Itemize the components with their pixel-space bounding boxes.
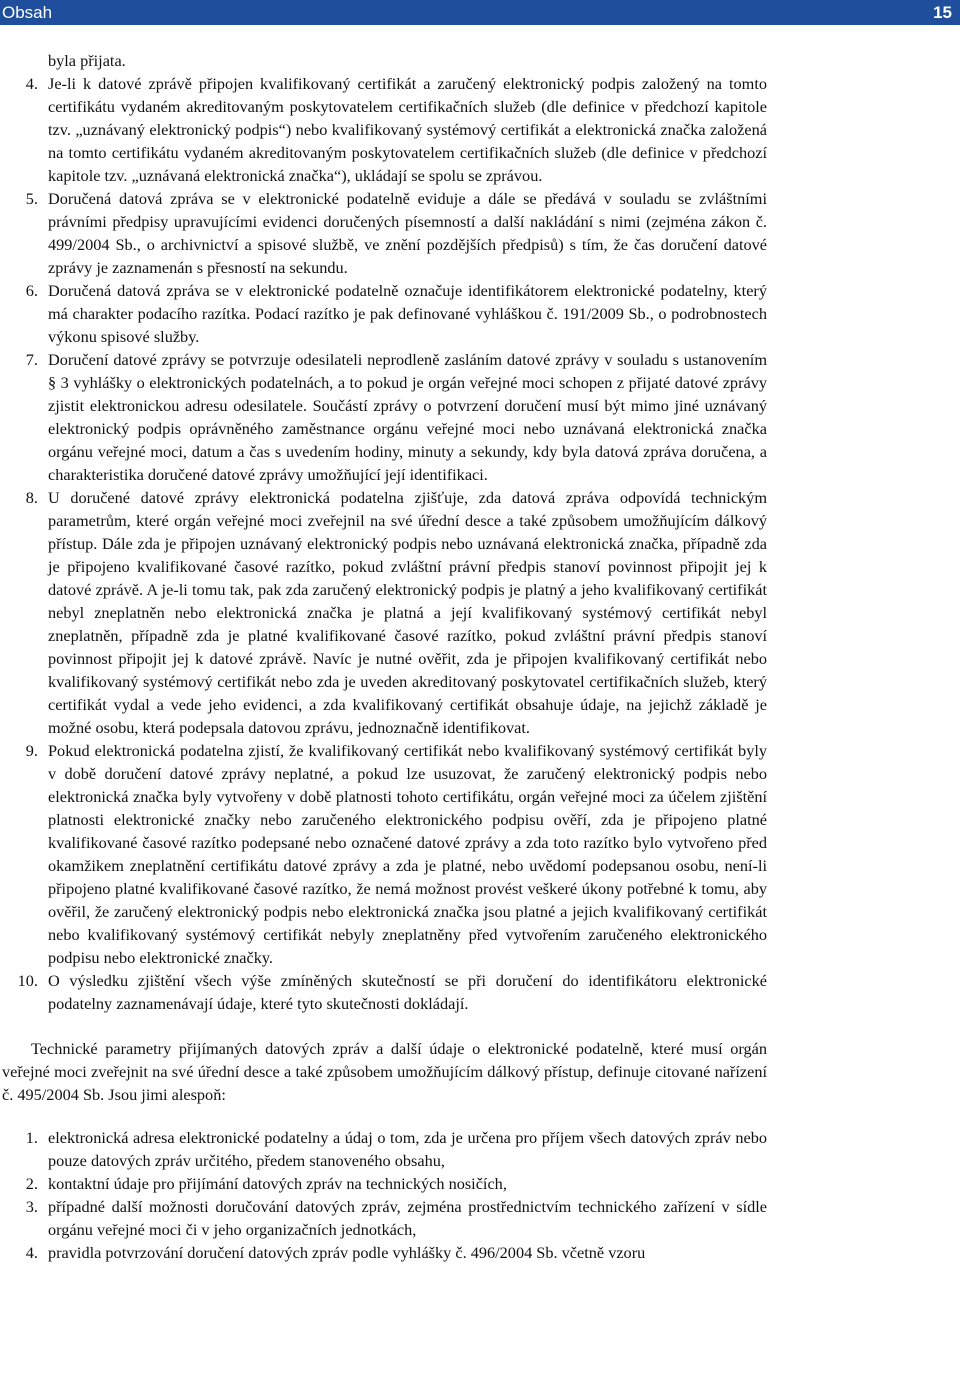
item-number: 2.	[25, 1174, 38, 1193]
item-text: Doručená datová zpráva se v elektronické podatelně označuje identifikátorem elektronické podatelny, který má charakter podacího razítka. Podací razítko je pak definované vyhláškou č. 191/2009 Sb., o podrobnostech výkonu spisové služby.	[48, 281, 767, 346]
item-text: pravidla potvrzování doručení datových zpráv podle vyhlášky č. 496/2004 Sb. včetně vzoru	[48, 1243, 646, 1262]
item-number: 6.	[25, 281, 38, 300]
numbered-list	[0, 72, 960, 1015]
list-item	[0, 348, 960, 486]
item-number: 1.	[25, 1128, 38, 1147]
item-number: 10.	[17, 971, 38, 990]
item-text: Je-li k datové zprávě připojen kvalifikovaný certifikát a zaručený elektronický podpis založený na tomto certifikátu vydaném akreditovaným poskytovatelem certifikačních služeb (dle definice v předchozí kapitole tzv. „uznávaný elektronický podpis“) nebo kvalifikovaný systémový certifikát a elektronická značka založená na tomto certifikátu vydaném akreditovaným poskytovatelem certifikačních služeb (dle definice v předchozí kapitole tzv. „uznávaná elektronická značka“), ukládají se spolu se zprávou.	[48, 74, 767, 185]
item-text: U doručené datové zprávy elektronická podatelna zjišťuje, zda datová zpráva odpovídá technickým parametrům, které orgán veřejné moci zveřejnil na své úřední desce a také způsobem umožňujícím dálkový přístup. Dále zda je připojen uznávaný elektronický podpis nebo uznávaná elektronická značka, případně zda je připojeno kvalifikované časové razítko, pokud zvláštní právní předpis stanoví povinnost připojit jej k datové zprávě. A je-li tomu tak, pak zda zaručený elektronický podpis je platný a jeho kvalifikovaný certifikát nebyl zneplatněn nebo elektronická značka je platná a její kvalifikovaný systémový certifikát nebyl zneplatněn, případně zda je platné kvalifikované časové razítko, pokud zvláštní právní předpis stanoví povinnost připojit jej k datové zprávě. Navíc je nutné ověřit, zda je připojen kvalifikovaný certifikát nebo kvalifikovaný systémový certifikát nebo zda je uveden akreditovaný poskytovatel certifikačních služeb, který certifikát vydal a vede jeho evidenci, a zda kvalifikovaný certifikát obsahuje údaje, na jejichž základě je možné osobu, která podepsala datovou zprávu, jednoznačně identifikovat.	[48, 488, 767, 737]
item-number: 7.	[25, 350, 38, 369]
lead-text: byla přijata.	[48, 51, 126, 70]
list-item	[0, 1126, 960, 1172]
document-body	[0, 49, 960, 1264]
item-number: 8.	[25, 488, 38, 507]
item-number: 3.	[25, 1197, 38, 1216]
item-text: Pokud elektronická podatelna zjistí, že kvalifikovaný certifikát nebo kvalifikovaný systémový certifikát byly v době doručení datové zprávy neplatné, a pokud lze usuzovat, že zaručený elektronický podpis nebo elektronická značka byly vytvořeny v době platnosti tohoto certifikátu, orgán veřejné moci za účelem zjištění platnosti elektronické značky nebo zaručeného elektronického podpisu ověří, zda je připojeno platné kvalifikované časové razítko podepsané nebo označené datové zprávy a zda toto razítko bylo vytvořeno před okamžikem zneplatnění certifikátu datové zprávy a zda je platné, nebo uvědomí podepsanou osobu, není-li připojeno platné kvalifikované časové razítko, že nemá možnost provést veškeré úkony potřebné k tomu, aby ověřil, že zaručený elektronický podpis nebo elektronická značka jsou platné a jejich kvalifikovaný certifikát nebo kvalifikovaný systémový certifikát nebyly zneplatněny před vytvořením zaručeného elektronického podpisu nebo elektronické značky.	[48, 741, 767, 967]
list-item	[0, 739, 960, 969]
item-text: Doručení datové zprávy se potvrzuje odesilateli neprodleně zasláním datové zprávy v souladu s ustanovením § 3 vyhlášky o elektronických podatelnách, a to pokud je orgán veřejné moci schopen z přijaté datové zprávy zjistit elektronickou adresu odesilatele. Součástí zprávy o potvrzení doručení musí být mimo jiné uznávaný elektronický podpis oprávněného zaměstnance orgánu veřejné moci nebo uznávaná elektronická značka orgánu veřejné moci, datum a čas s uvedením hodiny, minuty a sekundy, kdy byla datová zpráva doručena, a charakteristika doručené datové zprávy umožňující její identifikaci.	[48, 350, 767, 484]
list-item	[0, 969, 960, 1015]
list-item	[0, 486, 960, 739]
item-number: 5.	[25, 189, 38, 208]
body-paragraph: Technické parametry přijímaných datových zpráv a další údaje o elektronické podatelně, které musí orgán veřejné moci zveřejnit na své úřední desce a také způsobem umožňujícím dálkový přístup, definuje citované nařízení č. 495/2004 Sb. Jsou jimi alespoň:	[2, 1039, 767, 1104]
item-text: kontaktní údaje pro přijímání datových zpráv na technických nosičích,	[48, 1174, 507, 1193]
list-item	[0, 1172, 960, 1195]
page-number: 15	[933, 3, 952, 22]
section-title: Obsah	[2, 3, 53, 22]
item-text: Doručená datová zpráva se v elektronické podatelně eviduje a dále se předává v souladu se zvláštními právními předpisy upravujícími evidenci doručených písemností a další nakládání s nimi (zejména zákon č. 499/2004 Sb., o archivnictví a spisové službě, ve znění pozdějších předpisů) s tím, že čas doručení datové zprávy je zaznamenán s přesností na sekundu.	[48, 189, 767, 277]
list-item	[0, 1195, 960, 1241]
page-header	[0, 0, 960, 25]
item-text: případné další možnosti doručování datových zpráv, zejména prostřednictvím technického zařízení v sídle orgánu veřejné moci či v jeho organizačních jednotkách,	[48, 1197, 767, 1239]
item-number: 4.	[25, 1243, 38, 1262]
list-item	[0, 1241, 960, 1264]
item-number: 4.	[25, 74, 38, 93]
item-text: O výsledku zjištění všech výše zmíněných skutečností se při doručení do identifikátoru elektronické podatelny zaznamenávají údaje, které tyto skutečnosti dokládají.	[48, 971, 767, 1013]
item-number: 9.	[25, 741, 38, 760]
requirements-list	[0, 1126, 960, 1264]
list-item	[0, 72, 960, 187]
item-text: elektronická adresa elektronické podatelny a údaj o tom, zda je určena pro příjem všech datových zpráv nebo pouze datových zpráv určitého, předem stanoveného obsahu,	[48, 1128, 767, 1170]
list-item	[0, 187, 960, 279]
list-item	[0, 279, 960, 348]
